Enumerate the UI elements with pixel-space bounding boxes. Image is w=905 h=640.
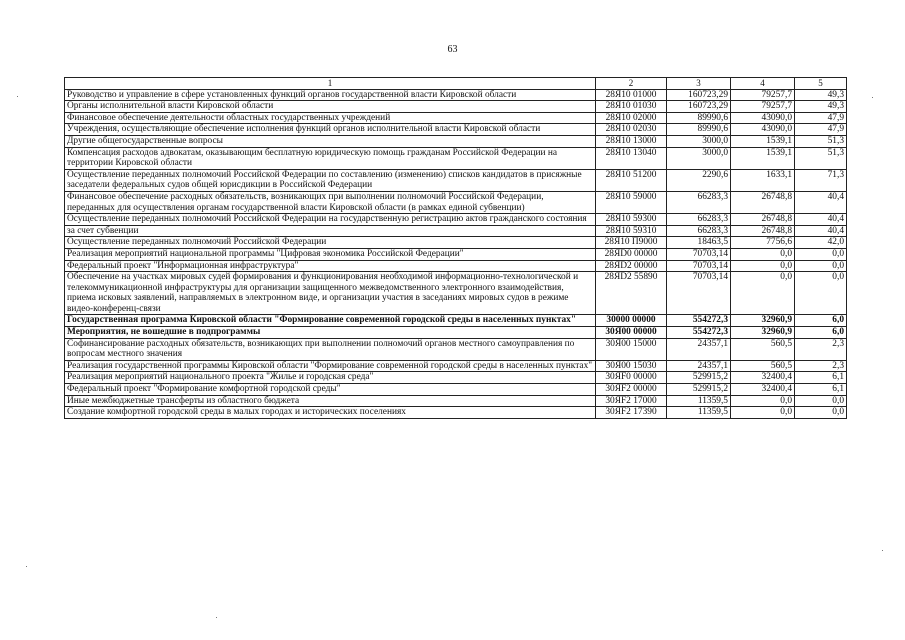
row-plan-cell: 160723,29 [667, 89, 731, 101]
row-percent-cell: 51,3 [795, 147, 847, 169]
row-code-cell: 28Я10 59310 [596, 225, 667, 237]
table-row [65, 214, 847, 226]
table-row [65, 248, 847, 260]
header-col-5: 5 [795, 78, 847, 90]
table-row [65, 384, 847, 396]
row-fact-cell: 1633,1 [731, 169, 795, 191]
row-code-cell: 28Я10 13000 [596, 135, 667, 147]
table-row [65, 89, 847, 101]
scan-speck [872, 97, 873, 98]
row-plan-cell: 2290,6 [667, 169, 731, 191]
row-plan-cell: 70703,14 [667, 260, 731, 272]
table-row [65, 360, 847, 372]
row-percent-cell: 2,3 [795, 360, 847, 372]
row-fact-cell: 26748,8 [731, 191, 795, 213]
row-fact-cell: 32960,9 [731, 327, 795, 339]
row-name-cell: Руководство и управление в сфере установленных функций органов государственной власти Кировской области [65, 89, 596, 101]
row-percent-cell: 2,3 [795, 338, 847, 360]
row-plan-cell: 18463,5 [667, 237, 731, 249]
table-row [65, 112, 847, 124]
row-plan-cell: 66283,3 [667, 225, 731, 237]
row-percent-cell: 40,4 [795, 214, 847, 226]
row-plan-cell: 70703,14 [667, 272, 731, 315]
scan-speck [17, 96, 18, 97]
row-plan-cell: 554272,3 [667, 327, 731, 339]
header-col-2: 2 [596, 78, 667, 90]
row-fact-cell: 43090,0 [731, 112, 795, 124]
budget-table [64, 77, 847, 419]
row-fact-cell: 26748,8 [731, 214, 795, 226]
row-code-cell: 28Я10 51200 [596, 169, 667, 191]
row-percent-cell: 47,9 [795, 112, 847, 124]
table-row [65, 272, 847, 315]
row-name-cell: Органы исполнительной власти Кировской области [65, 101, 596, 113]
table-row [65, 372, 847, 384]
row-fact-cell: 32960,9 [731, 315, 795, 327]
row-plan-cell: 70703,14 [667, 248, 731, 260]
row-name-cell: Иные межбюджетные трансферты из областного бюджета [65, 395, 596, 407]
row-fact-cell: 0,0 [731, 248, 795, 260]
row-name-cell: Реализация мероприятий национальной программы "Цифровая экономика Российской Федерации" [65, 248, 596, 260]
row-name-cell: Финансовое обеспечение деятельности областных государственных учреждений [65, 112, 596, 124]
row-fact-cell: 0,0 [731, 272, 795, 315]
row-percent-cell: 40,4 [795, 225, 847, 237]
header-col-3: 3 [667, 78, 731, 90]
row-plan-cell: 66283,3 [667, 214, 731, 226]
row-name-cell: Государственная программа Кировской области "Формирование современной городской среды в населенных пунктах" [65, 315, 596, 327]
row-percent-cell: 0,0 [795, 260, 847, 272]
row-plan-cell: 3000,0 [667, 135, 731, 147]
scan-speck [882, 550, 883, 551]
row-name-cell: Учреждения, осуществляющие обеспечение исполнения функций органов исполнительной власти Кировской области [65, 124, 596, 136]
row-percent-cell: 49,3 [795, 101, 847, 113]
table-row [65, 135, 847, 147]
row-fact-cell: 26748,8 [731, 225, 795, 237]
table-row [65, 147, 847, 169]
row-name-cell: Реализация государственной программы Кировской области "Формирование современной городской среды в населенных пунктах" [65, 360, 596, 372]
row-code-cell: 28Я10 59300 [596, 214, 667, 226]
table-row [65, 191, 847, 213]
row-name-cell: за счет субвенции [65, 225, 596, 237]
row-percent-cell: 40,4 [795, 191, 847, 213]
row-fact-cell: 1539,1 [731, 147, 795, 169]
row-code-cell: 28ЯD0 00000 [596, 248, 667, 260]
row-name-cell: Мероприятия, не вошедшие в подпрограммы [65, 327, 596, 339]
row-percent-cell: 0,0 [795, 272, 847, 315]
row-code-cell: 30ЯF2 17000 [596, 395, 667, 407]
row-code-cell: 30000 00000 [596, 315, 667, 327]
table-row [65, 395, 847, 407]
scan-speck [26, 566, 27, 567]
row-percent-cell: 0,0 [795, 407, 847, 419]
row-percent-cell: 0,0 [795, 248, 847, 260]
row-percent-cell: 47,9 [795, 124, 847, 136]
row-name-cell: Осуществление переданных полномочий Российской Федерации [65, 237, 596, 249]
scan-speck [216, 617, 217, 618]
row-fact-cell: 1539,1 [731, 135, 795, 147]
table-row [65, 124, 847, 136]
row-code-cell: 28Я10 01030 [596, 101, 667, 113]
row-fact-cell: 0,0 [731, 260, 795, 272]
page-number: 63 [447, 44, 458, 55]
row-fact-cell: 32400,4 [731, 372, 795, 384]
row-percent-cell: 6,0 [795, 327, 847, 339]
row-percent-cell: 49,3 [795, 89, 847, 101]
row-code-cell: 30ЯF0 00000 [596, 372, 667, 384]
row-name-cell: Осуществление переданных полномочий Российской Федерации по составлению (изменению) списков кандидатов в присяжные заседатели федеральных судов общей юрисдикции в Российской Федерации [65, 169, 596, 191]
row-code-cell: 28Я10 59000 [596, 191, 667, 213]
row-code-cell: 30ЯF2 17390 [596, 407, 667, 419]
row-plan-cell: 89990,6 [667, 124, 731, 136]
row-plan-cell: 160723,29 [667, 101, 731, 113]
row-plan-cell: 529915,2 [667, 372, 731, 384]
row-name-cell: Создание комфортной городской среды в малых городах и исторических поселениях [65, 407, 596, 419]
row-percent-cell: 6,1 [795, 384, 847, 396]
row-percent-cell: 71,3 [795, 169, 847, 191]
row-fact-cell: 79257,7 [731, 101, 795, 113]
row-plan-cell: 66283,3 [667, 191, 731, 213]
row-plan-cell: 24357,1 [667, 360, 731, 372]
row-plan-cell: 11359,5 [667, 395, 731, 407]
table-row [65, 327, 847, 339]
row-name-cell: Федеральный проект "Формирование комфортной городской среды" [65, 384, 596, 396]
table-row [65, 101, 847, 113]
header-col-1: 1 [65, 78, 596, 90]
table-row [65, 338, 847, 360]
row-plan-cell: 3000,0 [667, 147, 731, 169]
row-name-cell: Софинансирование расходных обязательств, возникающих при выполнении полномочий органов местного самоуправления по вопросам местного значения [65, 338, 596, 360]
row-plan-cell: 11359,5 [667, 407, 731, 419]
row-percent-cell: 42,0 [795, 237, 847, 249]
table-row [65, 169, 847, 191]
table-row [65, 237, 847, 249]
row-code-cell: 30Я00 15000 [596, 338, 667, 360]
row-fact-cell: 79257,7 [731, 89, 795, 101]
row-code-cell: 28Я10 13040 [596, 147, 667, 169]
row-percent-cell: 0,0 [795, 395, 847, 407]
row-name-cell: Федеральный проект "Информационная инфраструктура" [65, 260, 596, 272]
row-code-cell: 30Я00 00000 [596, 327, 667, 339]
row-fact-cell: 32400,4 [731, 384, 795, 396]
row-code-cell: 30ЯF2 00000 [596, 384, 667, 396]
row-name-cell: Обеспечение на участках мировых судей формирования и функционирования необходимой информационно-технологической и телекоммуникационной инфраструктуры для организации защищенного межведомственного электронного взаимодействия, приема исковых заявлений, направляемых в электронном виде, и организации участия в заседаниях мировых судов в режиме видео-конференц-связи [65, 272, 596, 315]
row-code-cell: 28Я10 02030 [596, 124, 667, 136]
table-body [65, 89, 847, 418]
row-code-cell: 28Я10 П9000 [596, 237, 667, 249]
row-fact-cell: 7756,6 [731, 237, 795, 249]
row-percent-cell: 6,0 [795, 315, 847, 327]
row-plan-cell: 89990,6 [667, 112, 731, 124]
row-fact-cell: 560,5 [731, 338, 795, 360]
row-plan-cell: 24357,1 [667, 338, 731, 360]
header-col-4: 4 [731, 78, 795, 90]
row-percent-cell: 51,3 [795, 135, 847, 147]
table-row [65, 407, 847, 419]
table-header-row [65, 78, 847, 90]
row-code-cell: 28ЯD2 55890 [596, 272, 667, 315]
row-code-cell: 30Я00 15030 [596, 360, 667, 372]
row-code-cell: 28Я10 02000 [596, 112, 667, 124]
row-name-cell: Осуществление переданных полномочий Российской Федерации на государственную регистрацию актов гражданского состояния [65, 214, 596, 226]
row-code-cell: 28Я10 01000 [596, 89, 667, 101]
row-name-cell: Компенсация расходов адвокатам, оказывающим бесплатную юридическую помощь гражданам Российской Федерации на территории Кировской области [65, 147, 596, 169]
row-percent-cell: 6,1 [795, 372, 847, 384]
row-fact-cell: 560,5 [731, 360, 795, 372]
row-name-cell: Другие общегосударственные вопросы [65, 135, 596, 147]
row-plan-cell: 529915,2 [667, 384, 731, 396]
row-fact-cell: 43090,0 [731, 124, 795, 136]
row-name-cell: Реализация мероприятий национального проекта "Жилье и городская среда" [65, 372, 596, 384]
table-row [65, 315, 847, 327]
row-name-cell: Финансовое обеспечение расходных обязательств, возникающих при выполнении полномочий Российской Федерации, переданных для осуществления органам государственной власти Кировской области (в рамках единой субвенции) [65, 191, 596, 213]
row-code-cell: 28ЯD2 00000 [596, 260, 667, 272]
row-fact-cell: 0,0 [731, 395, 795, 407]
row-plan-cell: 554272,3 [667, 315, 731, 327]
table-row [65, 260, 847, 272]
row-fact-cell: 0,0 [731, 407, 795, 419]
table-row [65, 225, 847, 237]
